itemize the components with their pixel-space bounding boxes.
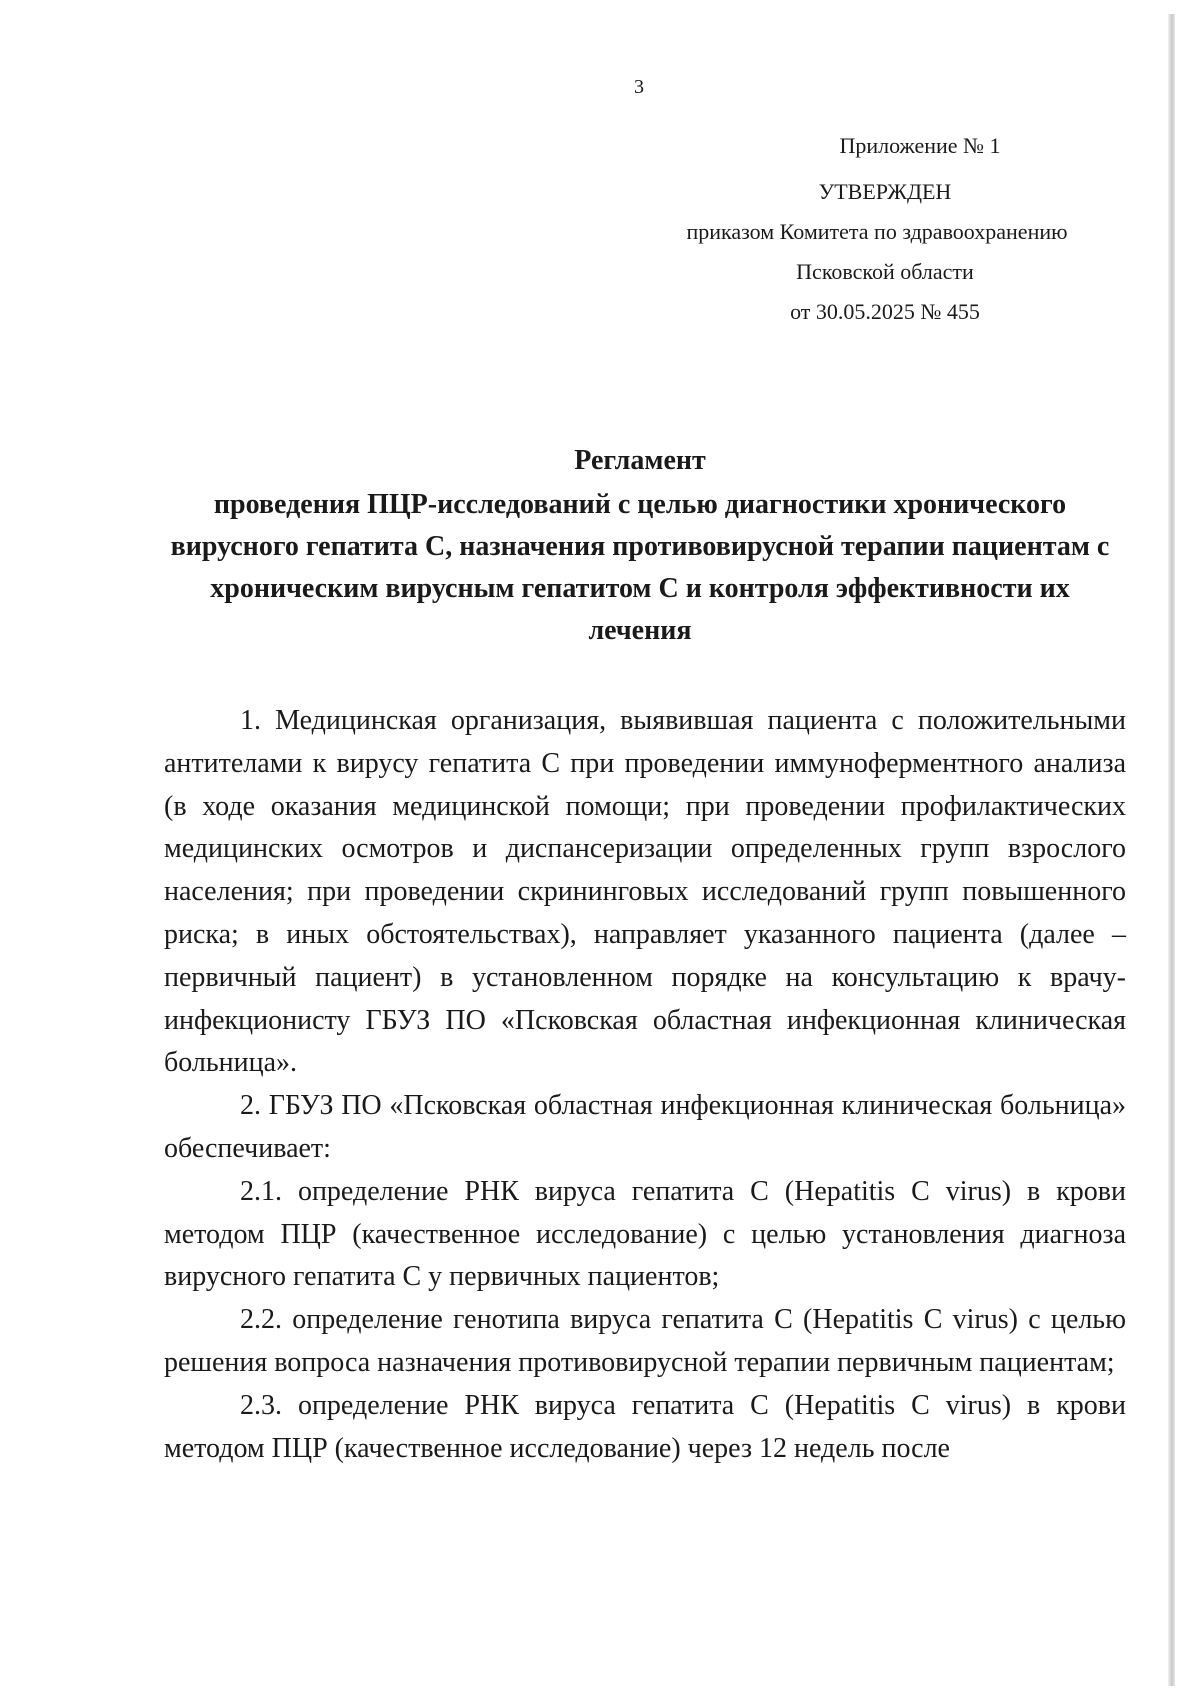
- document-body: [164, 700, 1126, 1470]
- approved-label: УТВЕРЖДЕН: [818, 179, 952, 204]
- region-label: Псковской области: [796, 259, 974, 284]
- annex-label: Приложение № 1: [839, 133, 1001, 158]
- title-heading: Регламент: [574, 445, 706, 476]
- document-title: [160, 440, 1120, 652]
- paragraph: 2.2. определение генотипа вируса гепатита С (Hepatitis C virus) с целью решения вопроса назначения противовирусной терапии первичным пациентам;: [164, 1304, 1126, 1378]
- page-number: 3: [634, 76, 644, 98]
- paragraph: 2.3. определение РНК вируса гепатита С (Hepatitis C virus) в крови методом ПЦР (качественное исследование) через 12 недель после: [164, 1389, 1126, 1464]
- order-date-number: от 30.05.2025 № 455: [790, 299, 980, 324]
- order-by-label: приказом Комитета по здравоохранению: [686, 219, 1068, 244]
- paragraph: 2. ГБУЗ ПО «Псковская областная инфекционная клиническая больница» обеспечивает:: [164, 1090, 1126, 1164]
- paragraph: 1. Медицинская организация, выявившая пациента с положительными антителами к вирусу гепатита С при проведении иммуноферментного анализа (в ходе оказания медицинской помощи; при проведении профилактических медицинских осмотров и диспансеризации определенных групп взрослого населения; при проведении скрининговых исследований групп повышенного риска; в иных обстоятельствах), направляет указанного пациента (далее – первичный пациент) в установленном порядке на консультацию к врачу-инфекционисту ГБУЗ ПО «Псковская областная инфекционная клиническая больница».: [164, 705, 1126, 1079]
- page-edge-shadow: [1168, 14, 1175, 1686]
- approval-stamp-block: [650, 126, 1120, 332]
- title-subtitle: проведения ПЦР-исследований с целью диагностики хронического вирусного гепатита С, назначения противовирусной терапии пациентам с хроническим вирусным гепатитом С и контроля эффективности их лечения: [170, 489, 1110, 646]
- paragraph: 2.1. определение РНК вируса гепатита С (Hepatitis C virus) в крови методом ПЦР (качественное исследование) с целью установления диагноза вирусного гепатита С у первичных пациентов;: [164, 1175, 1126, 1293]
